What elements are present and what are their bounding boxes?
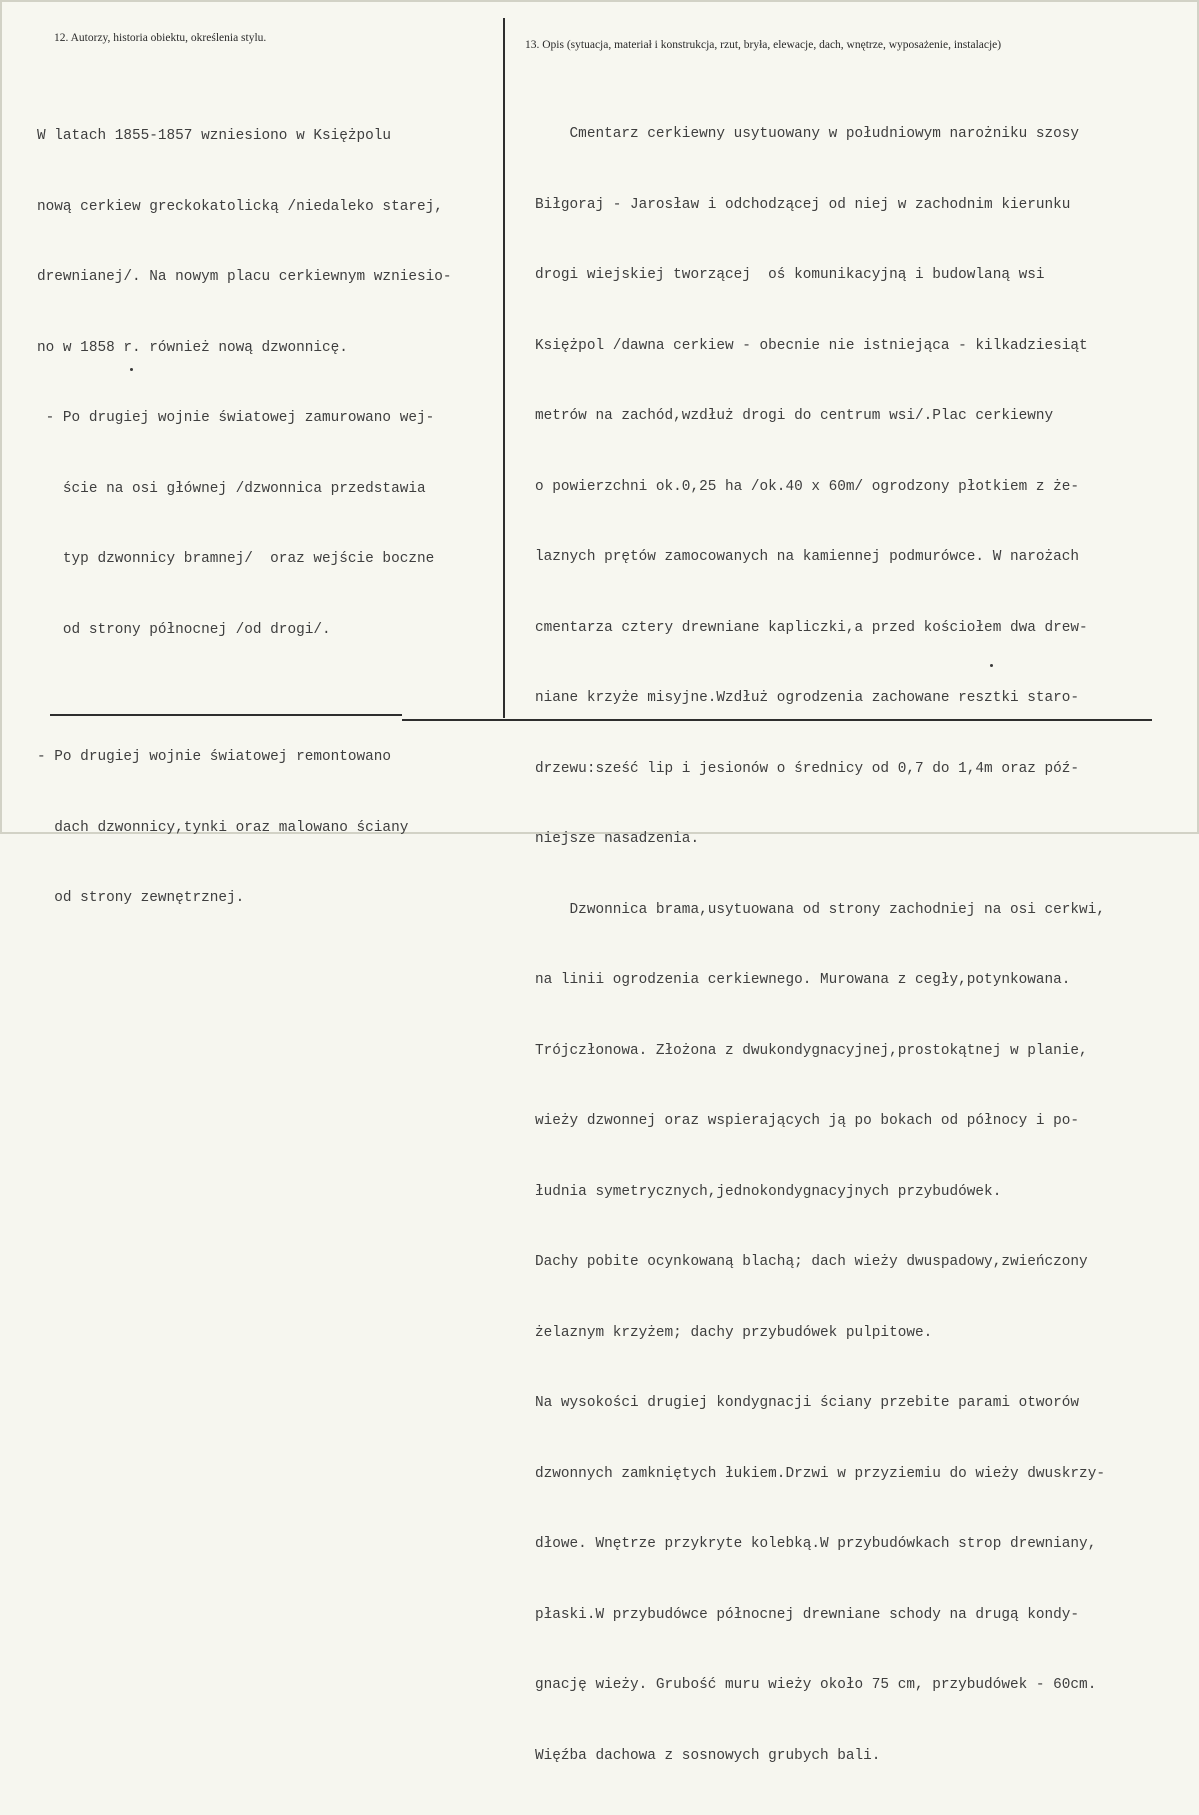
text-line: gnację wieży. Grubość muru wieży około 75 cm, przybudówek - 60cm.	[535, 1677, 1097, 1693]
description-text	[535, 76, 1105, 1815]
text-line: na linii ogrodzenia cerkiewnego. Murowana z cegły,potynkowana.	[535, 972, 1071, 988]
text-line: laznych prętów zamocowanych na kamiennej podmurówce. W narożach	[535, 549, 1080, 565]
text-line: o powierzchni ok.0,25 ha /ok.40 x 60m/ ogrodzony płotkiem z że-	[535, 478, 1080, 495]
text-line: drogi wiejskiej tworzącej oś komunikacyjną i budowlaną wsi	[535, 267, 1045, 283]
text-line: Dachy pobite ocynkowaną blachą; dach wieży dwuspadowy,zwieńczony	[535, 1254, 1088, 1270]
text-line: dzwonnych zamkniętych łukiem.Drzwi w przyziemiu do wieży dwuskrzy-	[535, 1465, 1105, 1482]
text-line: Trójczłonowa. Złożona z dwukondygnacyjnej,prostokątnej w planie,	[535, 1042, 1088, 1059]
text-line: żelaznym krzyżem; dachy przybudówek pulpitowe.	[535, 1324, 933, 1341]
text-line: Biłgoraj - Jarosław i odchodzącej od niej w zachodnim kierunku	[535, 196, 1071, 213]
text-line: metrów na zachód,wzdłuż drogi do centrum wsi/.Plac cerkiewny	[535, 408, 1054, 424]
text-line: płaski.W przybudówce północnej drewniane schody na drugą kondy-	[535, 1606, 1080, 1623]
text-line: Więźba dachowa z sosnowych grubych bali.	[535, 1747, 881, 1764]
text-line: dach dzwonnicy,tynki oraz malowano ściany	[37, 819, 409, 836]
text-line: Księżpol /dawna cerkiew - obecnie nie istniejąca - kilkadziesiąt	[535, 337, 1088, 354]
section-12-header: 12. Autorzy, historia obiektu, określenia stylu.	[54, 32, 267, 44]
text-line: Cmentarz cerkiewny usytuowany w południowym narożniku szosy	[535, 126, 1080, 142]
text-line: cmentarza cztery drewniane kapliczki,a przed kościołem dwa drew-	[535, 619, 1088, 636]
section-13-header: 13. Opis (sytuacja, materiał i konstrukcja, rzut, bryła, elewacje, dach, wnętrze, wyposażenie, instalacje)	[525, 39, 1002, 51]
text-line: dłowe. Wnętrze przykryte kolebką.W przybudówkach strop drewniany,	[535, 1536, 1097, 1552]
text-line: drewnianej/. Na nowym placu cerkiewnym wzniesio-	[37, 269, 452, 285]
text-line: Dzwonnica brama,usytuowana od strony zachodniej na osi cerkwi,	[535, 901, 1105, 918]
text-line: łudnia symetrycznych,jednokondygnacyjnych przybudówek.	[535, 1183, 1002, 1200]
text-line: niejsze nasadzenia.	[535, 831, 700, 847]
paragraph-gap	[37, 689, 452, 699]
text-line: W latach 1855-1857 wzniesiono w Księżpolu	[37, 128, 392, 144]
text-line: - Po drugiej wojnie światowej remontowano	[37, 749, 392, 765]
text-line: od strony zewnętrznej.	[37, 890, 245, 906]
text-line: Na wysokości drugiej kondygnacji ściany przebite parami otworów	[535, 1395, 1080, 1411]
text-line: ście na osi głównej /dzwonnica przedstawia	[37, 480, 426, 497]
ink-speck	[130, 368, 133, 371]
text-line: no w 1858 r. również nową dzwonnicę.	[37, 339, 348, 356]
text-line: drzewu:sześć lip i jesionów o średnicy od 0,7 do 1,4m oraz póź-	[535, 760, 1080, 777]
ink-speck	[990, 664, 993, 667]
column-divider	[503, 18, 505, 718]
history-text	[37, 78, 452, 958]
text-line: niane krzyże misyjne.Wzdłuż ogrodzenia zachowane resztki staro-	[535, 690, 1080, 706]
text-line: - Po drugiej wojnie światowej zamurowano wej-	[37, 410, 435, 426]
text-line: wieży dzwonnej oraz wspierających ją po bokach od północy i po-	[535, 1113, 1080, 1129]
text-line: typ dzwonnicy bramnej/ oraz wejście boczne	[37, 551, 435, 567]
text-line: nową cerkiew greckokatolicką /niedaleko starej,	[37, 198, 443, 215]
text-line: od strony północnej /od drogi/.	[37, 621, 331, 638]
